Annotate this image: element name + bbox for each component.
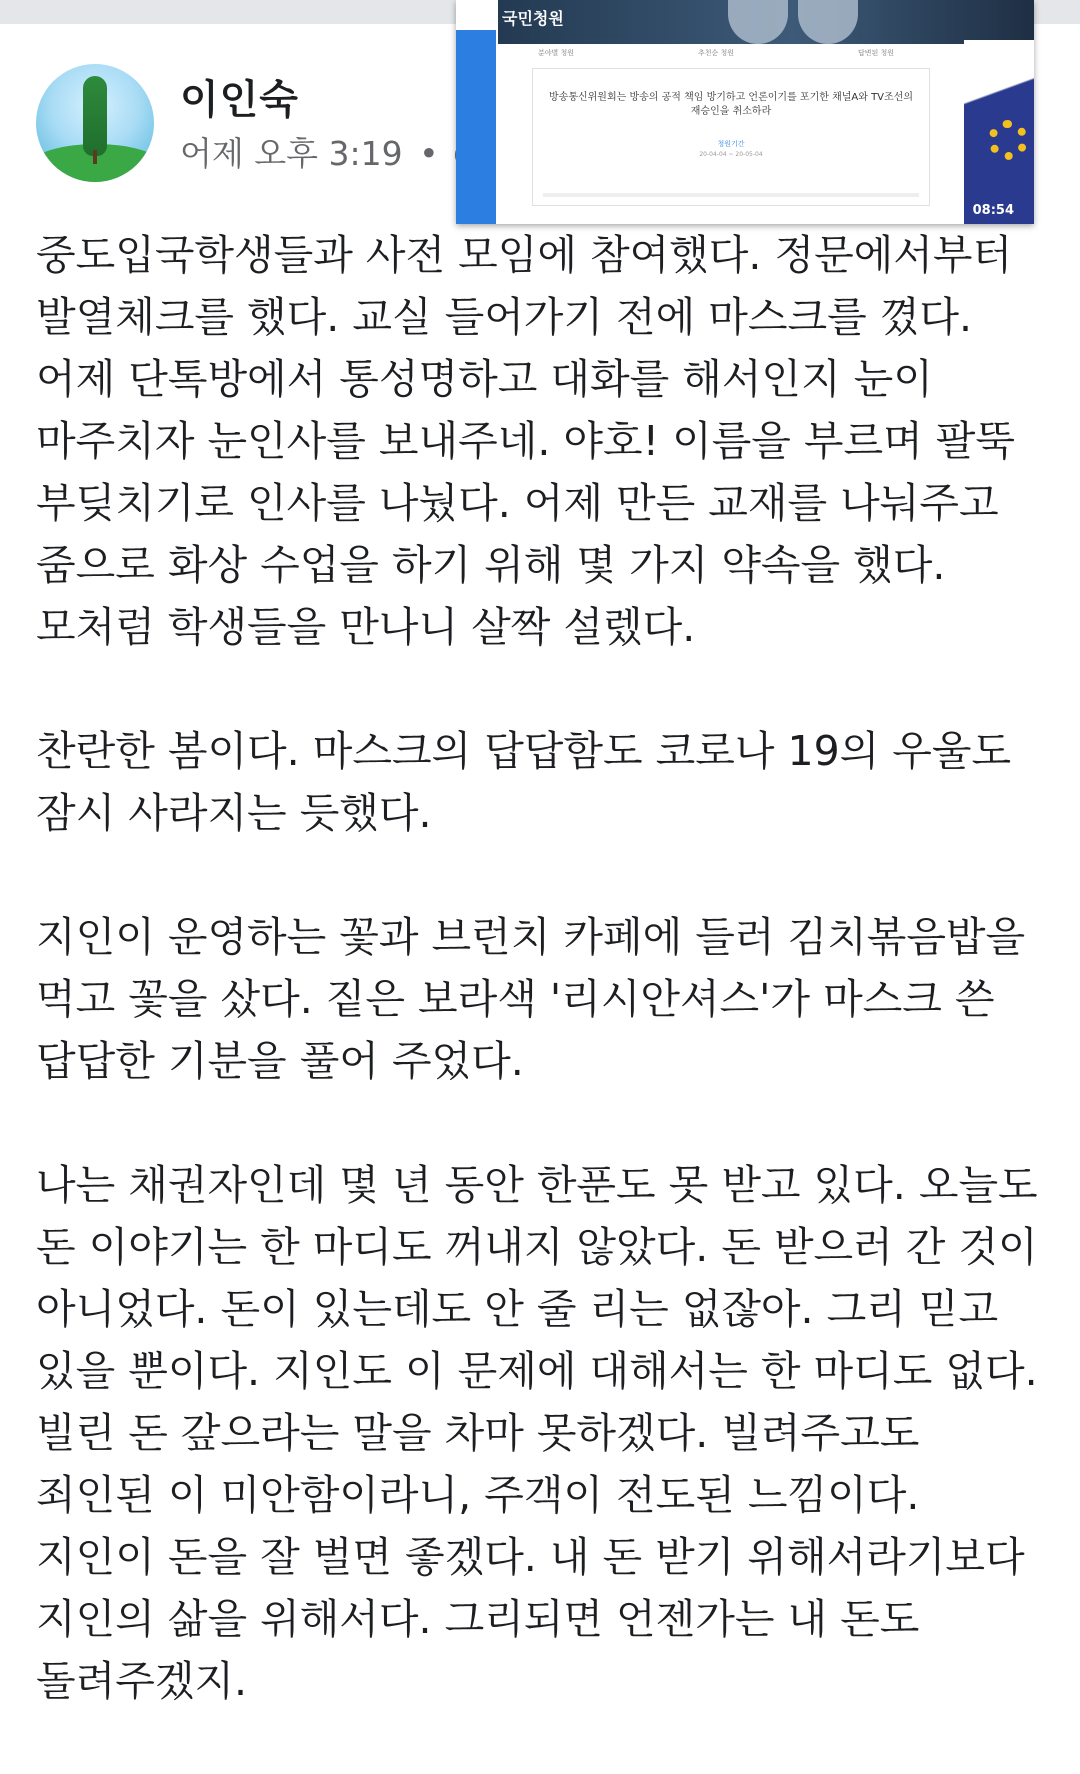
meta-separator: •: [419, 134, 439, 173]
petition-card: [532, 68, 930, 206]
thumbnail-brand: 국민청원: [502, 9, 564, 28]
petition-title: 방송통신위원회는 방송의 공적 책임 방기하고 언론이기를 포기한 채널A와 TV조선의 재승인을 취소하라: [549, 92, 913, 117]
post-paragraph: 지인이 운영하는 꽃과 브런치 카페에 들러 김치볶음밥을 먹고 꽃을 샀다. 짙은 보라색 '리시안셔스'가 마스크 쓴 답답한 기분을 풀어 주었다.: [36, 913, 1026, 1085]
post-paragraph: 중도입국학생들과 사전 모임에 참여했다. 정문에서부터 발열체크를 했다. 교실 들어가기 전에 마스크를 꼈다. 어제 단톡방에서 통성명하고 대화를 해서인지 눈이 마주치자 눈인사를 보내주네. 야호! 이름을 부르며 팔뚝 부딪치기로 인사를 나눴다. 어제 만든 교재를 나눠주고 줌으로 화상 수업을 하기 위해 몇 가지 약속을 했다. 모처럼 학생들을 만나니 살짝 설렜다.: [36, 231, 1015, 651]
post-body: [36, 224, 1046, 1774]
post-meta: [180, 128, 483, 175]
thumbnail-hero-person: [728, 0, 788, 44]
petition-dates: 20-04-04 ~ 20-05-04: [699, 151, 763, 158]
thumbnail-hero-person: [798, 0, 858, 44]
thumbnail-tab: 추천순 청원: [698, 49, 735, 57]
thumbnail-tab: 분야별 청원: [538, 49, 575, 57]
avatar-tree: [83, 76, 107, 156]
gear-icon: [988, 120, 1028, 160]
petition-text-line: [543, 193, 919, 197]
avatar[interactable]: [36, 64, 154, 182]
thumbnail-clock: 08:54: [972, 203, 1014, 218]
shared-screenshot-thumbnail[interactable]: [456, 0, 1034, 224]
thumbnail-tabs: [498, 44, 958, 64]
petition-status: 청원기간: [717, 140, 745, 148]
thumbnail-left-panel: [456, 30, 496, 224]
avatar-trunk: [93, 150, 97, 164]
thumbnail-hero: [498, 0, 1034, 44]
post-paragraph: 찬란한 봄이다. 마스크의 답답함도 코로나 19의 우울도 잠시 사라지는 듯했다.: [36, 727, 1012, 837]
thumbnail-tab: 답변된 청원: [858, 49, 895, 57]
post-paragraph: 나는 채권자인데 몇 년 동안 한푼도 못 받고 있다. 오늘도 돈 이야기는 한 마디도 꺼내지 않았다. 돈 받으러 간 것이 아니었다. 돈이 있는데도 안 줄 리는 없잖아. 그리 믿고 있을 뿐이다. 지인도 이 문제에 대해서는 한 마디도 없다. 빌린 돈 갚으라는 말을 차마 못하겠다. 빌려주고도 죄인된 이 미안함이라니, 주객이 전도된 느낌이다. 지인이 돈을 잘 벌면 좋겠다. 내 돈 받기 위해서라기보다 지인의 삶을 위해서다. 그리되면 언젠가는 내 돈도 돌려주겠지.: [36, 1161, 1038, 1705]
post-time[interactable]: 어제 오후 3:19: [180, 134, 403, 173]
author-name[interactable]: 이인숙: [180, 77, 299, 123]
